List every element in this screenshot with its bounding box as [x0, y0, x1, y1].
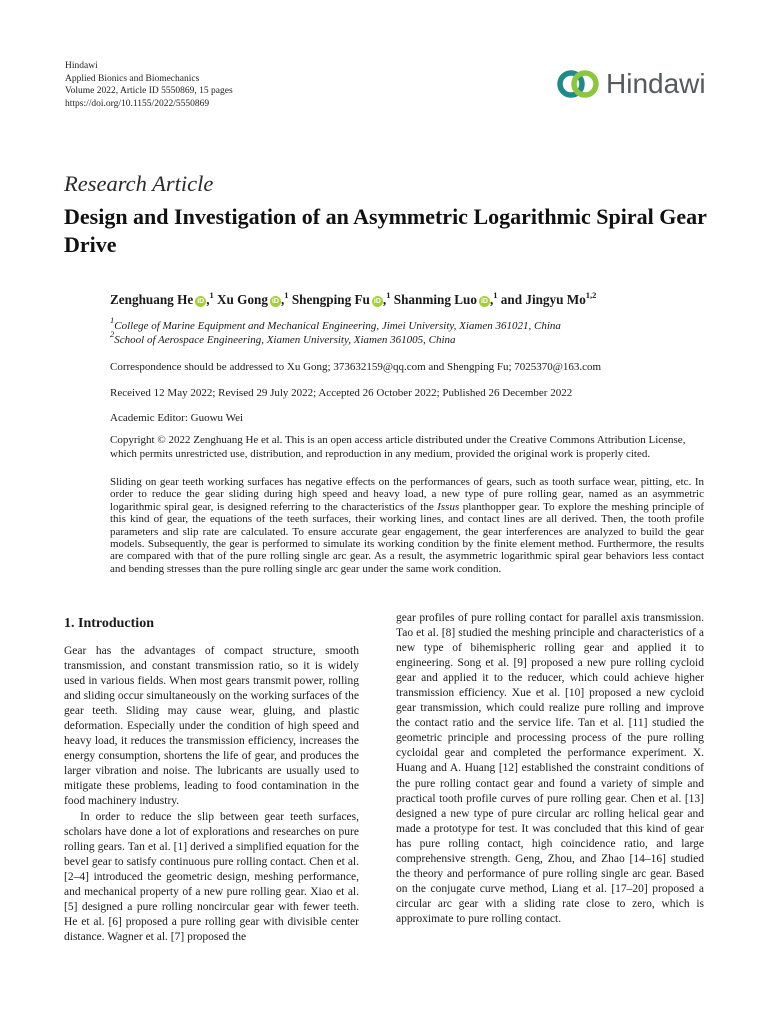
author-affiliation-mark: 1: [493, 290, 498, 300]
paragraph-1: Gear has the advantages of compact structure, smooth transmission, and constant transmission ratio, so it is widely used in various fields. When most gears transmit power, rolling and sliding occur simultaneously on the working surfaces of the gear teeth. Sliding may cause wear, gluing, and plastic deformation. Especially under the condition of high speed and heavy load, it reduces the transmission efficiency, increases the energy consumption, shortens the life of gear, and produces the larger vibration and noise. The lubricants are usually used to mitigate these problems, leading to food contamination in the food machinery industry.: [64, 645, 359, 808]
author-name: Xu Gong: [217, 292, 268, 307]
logo-text: Hindawi: [606, 68, 706, 99]
orcid-icon[interactable]: iD: [373, 298, 381, 305]
paragraph-3: gear profiles of pure rolling contact for parallel axis transmission. Tao et al. [8] studied the meshing principle and characteristics of a new type of bihemispheric rolling gear and applied it to engineering. Song et al. [9] proposed a new pure rolling cycloid gear and applied it to the reducer, which could achieve higher transmission efficiency. Xue et al. [10] proposed a new cycloid gear transmission, which could realize pure rolling and improve the contact ratio and the service life. Tan et al. [11] studied the geometric principle and processing process of the pure rolling cycloidal gear and completed the performance experiment. X. Huang and A. Huang [12] established the constraint conditions of the pure rolling contact gear and found a variety of simple and practical tooth profile curves of pure rolling gear. Chen et al. [13] designed a new type of pure circular arc rolling helical gear and made a prototype for test. It was concluded that this kind of gear has pure rolling contact, high coincidence ratio, and large comprehensive strength. Geng, Zhou, and Zhao [14–16] studied the theory and performance of pure rolling single arc gear. Based on the conjugate curve method, Liang et al. [17–20] proposed a circular arc gear with a sliding rate close to zero, which is approximate to pure rolling contact.: [396, 612, 704, 925]
journal-meta: [65, 60, 233, 110]
abstract: Sliding on gear teeth working surfaces has negative effects on the performances of gears, such as tooth surface wear, pitting, etc. In order to reduce the gear sliding during high speed and heavy load, a new type of pure rolling gear, named as an asymmetric logarithmic spiral gear, is designed referring to the characteristics of the Issus planthopper gear. To explore the meshing principle of this kind of gear, the equations of the teeth surfaces, their working lines, and contact lines are all derived. Then, the tooth profile parameters and slip rate are calculated. To ensure accurate gear engagement, the gear interferences are analyzed to build the gear models. Subsequently, the gear is performed to simulate its working condition by the finite element method. Furthermore, the results are compared with that of the pure rolling single arc gear. As a result, the asymmetric logarithmic spiral gear behaviors less contact and bending stresses than the pure rolling single arc gear under the same work condition.: [110, 476, 704, 575]
orcid-icon[interactable]: iD: [271, 298, 279, 305]
author-affiliation-mark: 1: [386, 290, 391, 300]
author-separator: ,: [489, 292, 494, 307]
author-affiliation-mark: 1: [284, 290, 289, 300]
author-separator: ,: [382, 292, 387, 307]
paragraph-2: In order to reduce the slip between gear teeth surfaces, scholars have done a lot of explorations and researches on pure rolling gears. Tan et al. [1] derived a simplified equation for the bevel gear to satisfy continuous pure rolling contact. Chen et al. [2–4] introduced the geometric design, meshing performance, and mechanical property of a new pure rolling gear. Xiao et al. [5] designed a pure rolling noncircular gear with fewer teeth. He et al. [6] proposed a pure rolling gear with divisible center distance. Wagner et al. [7] proposed the: [64, 810, 359, 943]
correspondence: Correspondence should be addressed to Xu Gong; 373632159@qq.com and Shengping Fu; 7025370@163.com: [110, 361, 602, 373]
publisher-name: Hindawi: [65, 61, 98, 71]
doi-link[interactable]: https://doi.org/10.1155/2022/5550869: [65, 98, 210, 109]
author-name: Shengping Fu: [291, 292, 370, 307]
orcid-icon[interactable]: iD: [480, 298, 488, 305]
academic-editor: Academic Editor: Guowu Wei: [110, 412, 244, 424]
volume-line: Volume 2022, Article ID 5550869, 15 pages: [65, 86, 233, 96]
author-affiliation-mark: 1: [209, 290, 214, 300]
orcid-icon[interactable]: iD: [197, 298, 205, 305]
publication-dates: Received 12 May 2022; Revised 29 July 2022; Accepted 26 October 2022; Published 26 December 2022: [110, 387, 573, 399]
author-name: Zenghuang He: [110, 292, 194, 307]
affiliations: [110, 315, 561, 347]
journal-name: Applied Bionics and Biomechanics: [65, 73, 200, 84]
author-name: Jingyu Mo: [525, 292, 586, 307]
affiliation-2: $^2$School of Aerospace Engineering, Xiamen University, Xiamen 361005, China: [110, 328, 456, 346]
body-column-right: [396, 611, 704, 927]
paper-title: Design and Investigation of an Asymmetric Logarithmic Spiral Gear Drive: [64, 204, 707, 257]
article-type: Research Article: [64, 171, 214, 196]
author-affiliation-mark: 1,2: [585, 290, 597, 300]
author-list: [110, 292, 730, 308]
hindawi-logo[interactable]: [556, 64, 714, 104]
body-column-left: [64, 644, 359, 945]
author-conjunction: and: [497, 292, 526, 307]
copyright-notice: Copyright © 2022 Zenghuang He et al. This is an open access article distributed under the Creative Commons Attribution License, which permits unrestricted use, distribution, and reproduction in any medium, provided the original work is properly cited.: [110, 434, 686, 460]
author-separator: ,: [280, 292, 285, 307]
affiliation-1: $^1$College of Marine Equipment and Mechanical Engineering, Jimei University, Xiamen 361021, China: [110, 315, 561, 332]
section-heading: 1. Introduction: [64, 616, 154, 631]
abstract-italic: Issus: [437, 500, 460, 513]
author-separator: ,: [206, 292, 210, 307]
hindawi-logo-icon: [556, 66, 600, 102]
author-name: Shanming Luo: [393, 292, 477, 307]
